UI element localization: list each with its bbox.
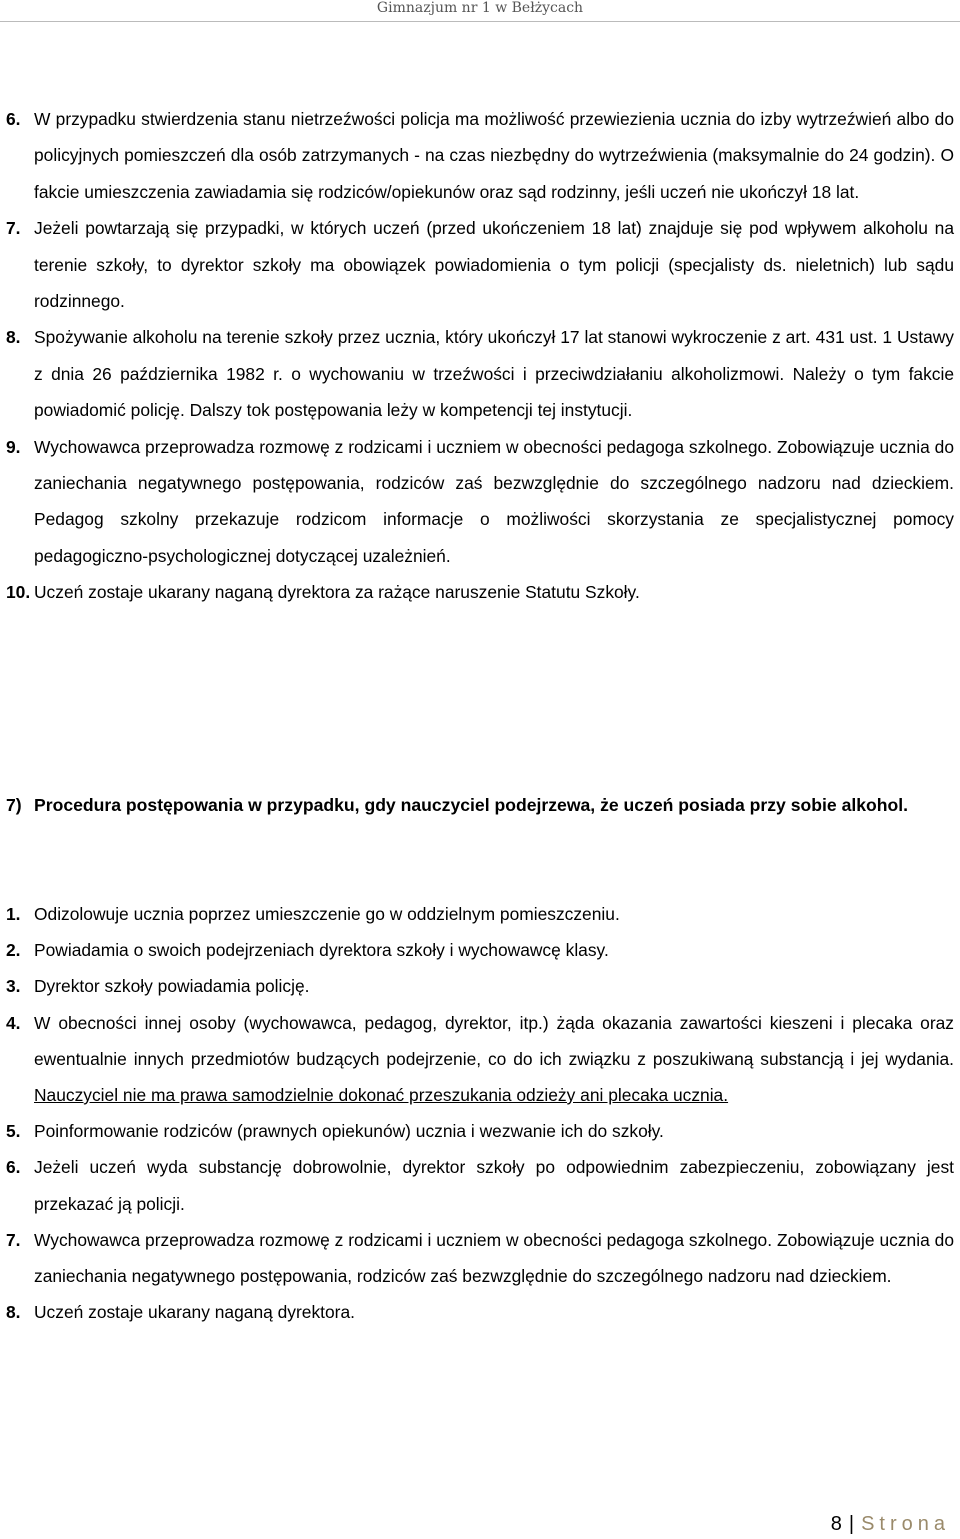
item-number: 6. [6, 1157, 21, 1178]
page-footer [831, 1512, 950, 1536]
procedure-list [0, 896, 960, 1330]
item-number: 7. [6, 218, 21, 239]
section-heading [0, 787, 960, 824]
item-number: 1. [6, 904, 21, 924]
item-number: 8. [6, 1302, 21, 1323]
page-number: 8 [830, 1513, 842, 1535]
item-text: Jeżeli powtarzają się przypadki, w których uczeń (przed ukończeniem 18 lat) znajduje się pod wpływem alkoholu na terenie szkoły, to dyrektor szkoły ma obowiązek powiadomienia o tym policji (specjalisty ds. nieletnich) lub sądu rodzinnego. [34, 218, 954, 312]
list-item [0, 319, 960, 428]
item-number: 2. [6, 940, 21, 961]
section-title: Procedura postępowania w przypadku, gdy nauczyciel podejrzewa, że uczeń posiada przy sobie alkohol. [34, 795, 909, 815]
item-number: 6. [6, 109, 21, 129]
procedure-list-continued [0, 101, 960, 611]
list-item [0, 429, 960, 575]
header-divider [0, 21, 960, 22]
list-item [0, 574, 960, 610]
item-text: Powiadamia o swoich podejrzeniach dyrektora szkoły i wychowawcę klasy. [34, 940, 609, 961]
item-text: Spożywanie alkoholu na terenie szkoły przez ucznia, który ukończył 17 lat stanowi wykroczenie z art. 431 ust. 1 Ustawy z dnia 26 października 1982 r. o wychowaniu w trzeźwości i przeciwdziałaniu alkoholizmowi. Należy o tym fakcie powiadomić policję. Dalszy tok postępowania leży w kompetencji tej instytucji. [34, 327, 954, 421]
item-text-main: W obecności innej osoby (wychowawca, pedagog, dyrektor, itp.) żąda okazania zawartości kieszeni i plecaka oraz ewentualnie innych przedmiotów budzących podejrzenie, co do ich związku z poszukiwaną substancją i jej wydania. [34, 1012, 954, 1069]
item-text: Odizolowuje ucznia poprzez umieszczenie go w oddzielnym pomieszczeniu. [34, 904, 620, 924]
list-item [0, 101, 960, 210]
page-header [0, 0, 960, 22]
list-item [0, 932, 960, 968]
item-text: Poinformowanie rodziców (prawnych opiekunów) ucznia i wezwanie ich do szkoły. [34, 1121, 664, 1142]
list-item [0, 1222, 960, 1294]
item-text: Jeżeli uczeń wyda substancję dobrowolnie, dyrektor szkoły po odpowiednim zabezpieczeniu, zobowiązany jest przekazać ją policji. [34, 1157, 954, 1214]
list-item [0, 210, 960, 319]
item-text: Dyrektor szkoły powiadamia policję. [34, 976, 310, 997]
item-number: 7. [6, 1229, 21, 1250]
item-number: 10. [6, 582, 31, 603]
item-text: Uczeń zostaje ukarany naganą dyrektora za rażące naruszenie Statutu Szkoły. [34, 582, 640, 603]
item-text: Wychowawca przeprowadza rozmowę z rodzicami i uczniem w obecności pedagoga szkolnego. Zobowiązuje ucznia do zaniechania negatywnego postępowania, rodziców zaś bezwzględnie do szczególnego nadzoru nad dzieckiem. Pedagog szkolny przekazuje rodzicom informacje o możliwości skorzystania ze specjalistycznej pomocy pedagogiczno-psychologicznej dotyczącej uzależnień. [34, 436, 954, 566]
list-item [0, 1149, 960, 1221]
item-number: 3. [6, 976, 21, 997]
item-number: 8. [6, 327, 21, 348]
list-item [0, 1294, 960, 1330]
item-number: 4. [6, 1012, 21, 1033]
section-number: 7) [6, 795, 22, 815]
heading-item [0, 787, 960, 824]
list-item [0, 1113, 960, 1149]
footer-separator: | [848, 1513, 855, 1535]
item-number: 5. [6, 1121, 21, 1142]
page-label: Strona [861, 1513, 950, 1535]
item-text: Uczeń zostaje ukarany naganą dyrektora. [34, 1302, 355, 1323]
underlined-note: Nauczyciel nie ma prawa samodzielnie dokonać przeszukania odzieży ani plecaka ucznia. [34, 1085, 729, 1106]
item-text: Wychowawca przeprowadza rozmowę z rodzicami i uczniem w obecności pedagoga szkolnego. Zobowiązuje ucznia do zaniechania negatywnego postępowania, rodziców zaś bezwzględnie do szczególnego nadzoru nad dzieckiem. [34, 1229, 954, 1287]
list-item [0, 968, 960, 1004]
item-number: 9. [6, 436, 21, 457]
item-text: W przypadku stwierdzenia stanu nietrzeźwości policja ma możliwość przewiezienia ucznia do izby wytrzeźwień albo do policyjnych pomieszczeń dla osób zatrzymanych - na czas niezbędny do wytrzeźwienia (maksymalnie do 24 godzin). O fakcie umieszczenia zawiadamia się rodziców/opiekunów oraz sąd rodzinny, jeśli uczeń nie ukończył 18 lat. [34, 109, 954, 202]
school-name: Gimnazjum nr 1 w Bełżycach [376, 0, 584, 16]
list-item [0, 1005, 960, 1114]
item-text [34, 1005, 954, 1114]
list-item [0, 896, 960, 932]
